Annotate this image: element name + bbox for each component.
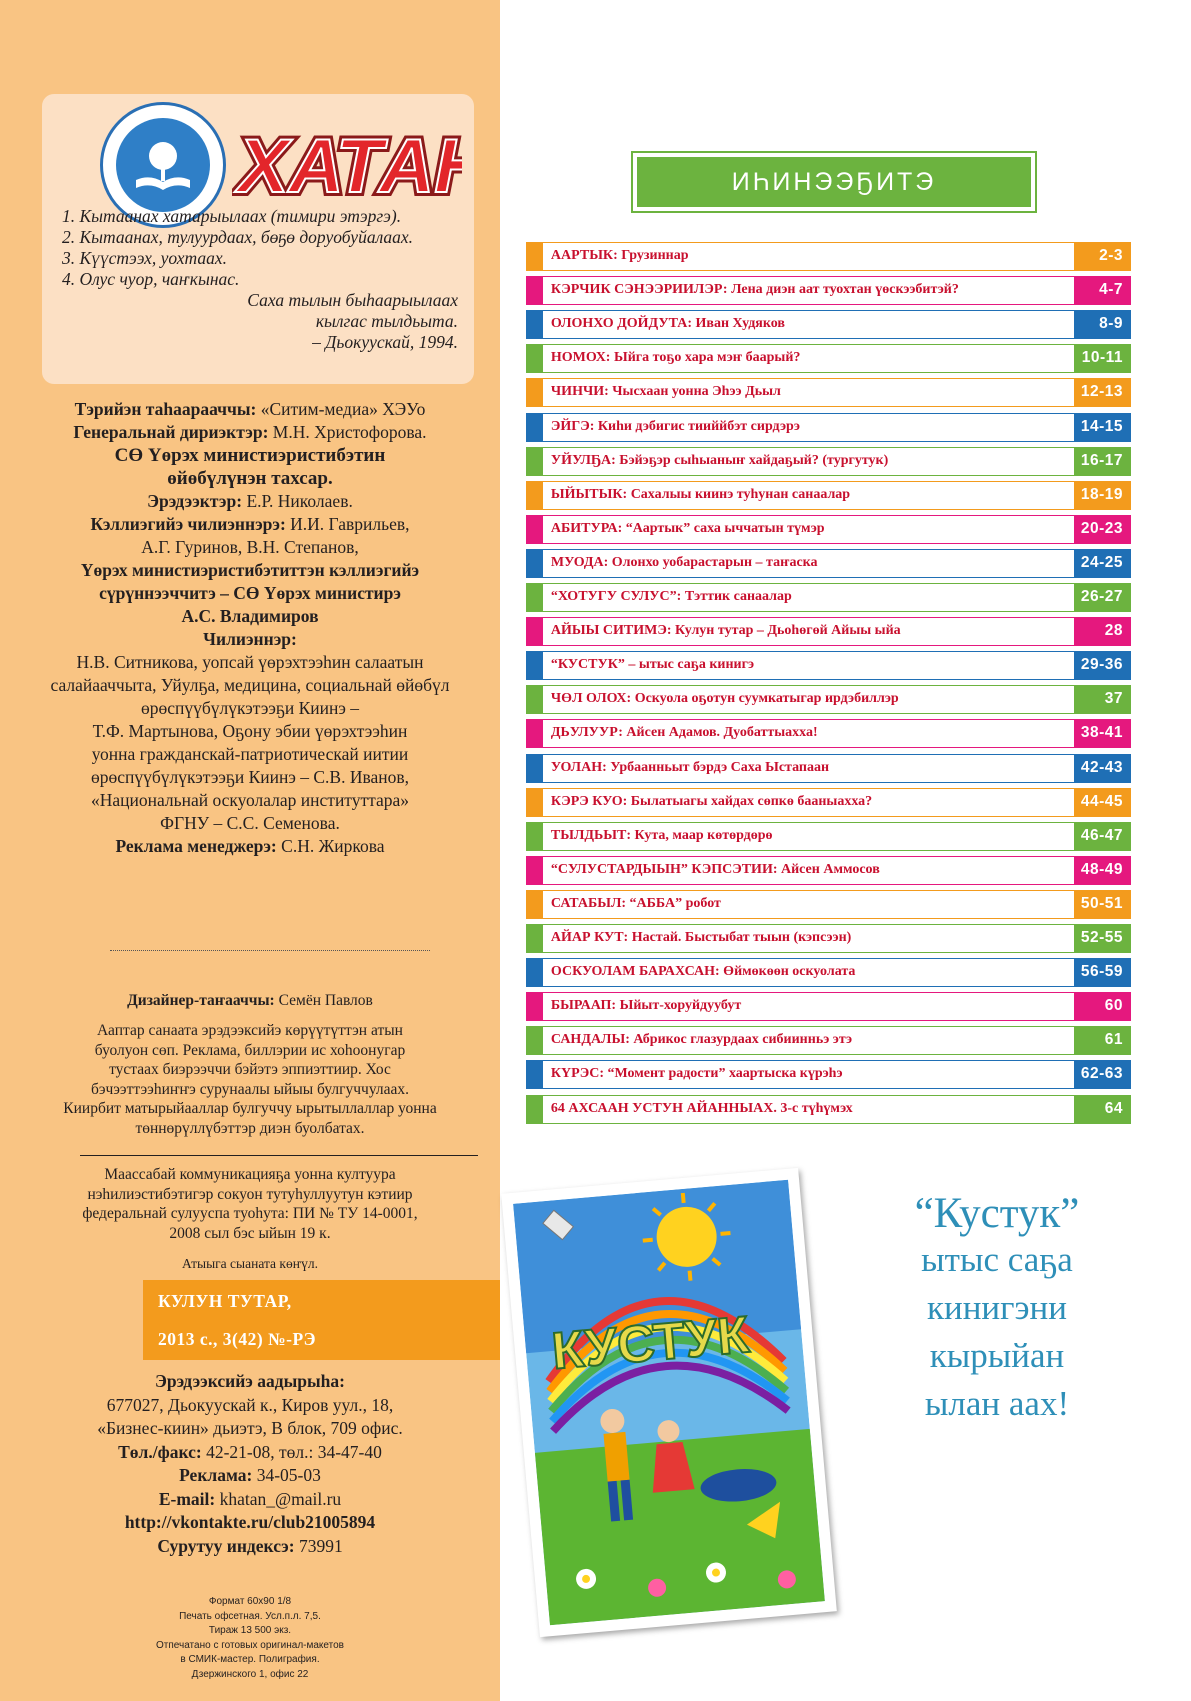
disclaimer-line: төннөрүллүбэттэр диэн буолбатах. bbox=[135, 1119, 365, 1137]
board-value: И.И. Гаврильев, bbox=[290, 514, 410, 534]
member-line: уонна гражданскай-патриотическай иитии bbox=[91, 744, 409, 764]
toc-entry-title: 64 АХСААН УСТУН АЙАННЫАХ. 3-с түһүмэх bbox=[543, 1095, 1074, 1124]
designer-label: Дизайнер-таҥааччы: bbox=[127, 992, 275, 1009]
registration-line: федеральнай сулууспа туоһута: ПИ № ТУ 14-0001, bbox=[82, 1205, 418, 1222]
dotted-divider bbox=[110, 950, 430, 951]
toc-heading-bar bbox=[633, 153, 1035, 211]
toc-color-tab bbox=[526, 992, 543, 1021]
vk-link[interactable]: http://vkontakte.ru/club21005894 bbox=[124, 1512, 376, 1532]
member-line: өрөспүүбүлүкэтээҕи Киинэ – С.В. Иванов, bbox=[90, 767, 410, 787]
member-line: Н.В. Ситникова, уопсай үөрэхтээһин салаатын bbox=[76, 652, 424, 672]
designer-value: Семён Павлов bbox=[278, 992, 373, 1009]
motto-source: – Дьокуускай, 1994. bbox=[312, 332, 458, 352]
toc-row[interactable] bbox=[526, 1095, 1131, 1124]
toc-entry-title: ОСКУОЛАМ БАРАХСАН: Өймөкөөн оскуолата bbox=[543, 958, 1074, 987]
registration-text bbox=[20, 1165, 480, 1243]
member-line: өрөспүүбүлүкэтээҕи Киинэ – bbox=[140, 698, 360, 718]
disclaimer-line: бэчээттээһиҥҥэ сурунаалы ыйыы булгуччулаах. bbox=[90, 1080, 410, 1098]
disclaimer-line: буолуон сөп. Реклама, биллэрии ис хоһоонугар bbox=[94, 1041, 406, 1059]
toc-color-tab bbox=[526, 447, 543, 476]
phone-label: Төл./факс: bbox=[118, 1441, 202, 1462]
toc-row[interactable] bbox=[526, 992, 1131, 1021]
toc-entry-title: ДЬУЛУУР: Айсен Адамов. Дуобаттыахха! bbox=[543, 719, 1074, 748]
promo-line: ытыс саҕа bbox=[921, 1240, 1073, 1279]
toc-entry-title: “СУЛУСТАРДЫЫН” КЭПСЭТИИ: Айсен Аммосов bbox=[543, 856, 1074, 885]
print-line: в СМИК-мастер. Полиграфия. bbox=[180, 1654, 320, 1665]
svg-text:ХАТАН: ХАТА bbox=[238, 124, 435, 209]
toc-entry-title: “КУСТУК” – ытыс саҕа кинигэ bbox=[543, 651, 1074, 680]
motto-item: 2. Кытаанах, тулуурдаах, бөҕө доруобуйалаах. bbox=[62, 227, 414, 247]
toc-row[interactable] bbox=[526, 276, 1131, 305]
index-value: 73991 bbox=[298, 1535, 343, 1556]
ads-phone-label: Реклама: bbox=[179, 1465, 253, 1485]
price-notice: Атыыга сыаната көҥүл. bbox=[182, 1256, 318, 1271]
imprint-block bbox=[20, 398, 480, 858]
chair-line: сүрүннээччитэ – СӨ Үөрэх министирэ bbox=[99, 583, 401, 603]
editor-value: Е.Р. Николаев. bbox=[246, 491, 353, 511]
address-label: Эрэдээксийэ аадырыһа: bbox=[155, 1371, 345, 1391]
toc-color-tab bbox=[526, 890, 543, 919]
promo-line: кырыйан bbox=[929, 1336, 1065, 1375]
address-line: «Бизнес-киин» дьиэтэ, В блок, 709 офис. bbox=[97, 1418, 403, 1438]
director-label: Генеральнай дириэктэр: bbox=[73, 422, 269, 442]
toc-row[interactable] bbox=[526, 447, 1131, 476]
toc-color-tab bbox=[526, 515, 543, 544]
toc-row[interactable] bbox=[526, 617, 1131, 646]
toc-entry-title: ЧИНЧИ: Чысхаан уонна Эһээ Дьыл bbox=[543, 378, 1074, 407]
toc-row[interactable] bbox=[526, 481, 1131, 510]
toc-row[interactable] bbox=[526, 344, 1131, 373]
toc-page-number: 2-3 bbox=[1074, 242, 1131, 271]
address-line: 677027, Дьокуускай к., Киров уул., 18, bbox=[106, 1394, 394, 1415]
registration-line: Маассабай коммуникацияҕа уонна култуура bbox=[104, 1166, 396, 1183]
member-line: «Национальнай оскуолалар институттара» bbox=[90, 790, 410, 810]
index-label: Сурутуу индексэ: bbox=[157, 1535, 295, 1556]
toc-color-tab bbox=[526, 242, 543, 271]
logo-panel bbox=[42, 94, 474, 384]
director-value: М.Н. Христофорова. bbox=[272, 422, 427, 442]
toc-page-number: 18-19 bbox=[1074, 481, 1131, 510]
promo-line: кинигэни bbox=[926, 1288, 1068, 1327]
print-line: Тираж 13 500 экз. bbox=[208, 1625, 292, 1636]
toc-row[interactable] bbox=[526, 583, 1131, 612]
member-line: ФГНУ – С.С. Семенова. bbox=[160, 813, 340, 833]
print-line: Дзержинского 1, офис 22 bbox=[191, 1668, 309, 1680]
founder-label: Тэрийэн таһаарааччы: bbox=[74, 399, 257, 419]
ministry-line: өйөбүлүнэн тахсар. bbox=[167, 468, 333, 489]
toc-page-number: 14-15 bbox=[1074, 413, 1131, 442]
toc-color-tab bbox=[526, 617, 543, 646]
toc-page-number: 62-63 bbox=[1074, 1060, 1131, 1089]
toc-entry-title: ЫЙЫТЫК: Сахалыы киинэ туһунан санаалар bbox=[543, 481, 1074, 510]
toc-color-tab bbox=[526, 344, 543, 373]
toc-entry-title: ОЛОНХО ДОЙДУТА: Иван Худяков bbox=[543, 310, 1074, 339]
toc-entry-title: ТЫЛДЬЫТ: Кута, маар көтөрдөрө bbox=[543, 822, 1074, 851]
founder-value: «Ситим-медиа» ХЭУо bbox=[260, 399, 426, 419]
print-line: Печать офсетная. Усл.п.л. 7,5. bbox=[179, 1610, 321, 1622]
toc-row[interactable] bbox=[526, 242, 1131, 271]
toc-color-tab bbox=[526, 310, 543, 339]
toc-row[interactable] bbox=[526, 413, 1131, 442]
print-line: Формат 60х90 1/8 bbox=[208, 1596, 292, 1607]
toc-page-number: 52-55 bbox=[1074, 924, 1131, 953]
designer-credit bbox=[20, 992, 480, 1010]
promo-line: ылан аах! bbox=[924, 1384, 1070, 1423]
toc-page-number: 29-36 bbox=[1074, 651, 1131, 680]
toc-color-tab bbox=[526, 549, 543, 578]
toc-row[interactable] bbox=[526, 924, 1131, 953]
toc-page-number: 4-7 bbox=[1074, 276, 1131, 305]
toc-entry-title: КЭРЧИК СЭНЭЭРИИЛЭР: Лена диэн аат туохтан үөскээбитэй? bbox=[543, 276, 1074, 305]
board-label: Кэллиэгийэ чилиэннэрэ: bbox=[90, 514, 286, 534]
toc-page-number: 46-47 bbox=[1074, 822, 1131, 851]
toc-row[interactable] bbox=[526, 549, 1131, 578]
toc-row[interactable] bbox=[526, 856, 1131, 885]
toc-color-tab bbox=[526, 378, 543, 407]
toc-entry-title: ЭЙГЭ: Киһи дэбигис тииййбэт сирдэрэ bbox=[543, 413, 1074, 442]
ads-manager-value: С.Н. Жиркова bbox=[281, 836, 385, 856]
disclaimer-line: тустаах биэрээччи бэйэтэ эппиэттиир. Хос bbox=[109, 1061, 391, 1078]
issue-month: КУЛУН ТУТАР, bbox=[158, 1291, 292, 1311]
toc-title: ИҺИНЭЭҔИТЭ bbox=[731, 167, 937, 196]
toc-page-number: 56-59 bbox=[1074, 958, 1131, 987]
toc-page-number: 64 bbox=[1074, 1095, 1131, 1124]
toc-color-tab bbox=[526, 583, 543, 612]
toc-entry-title: БЫРААП: Ыйыт-хоруйдуубут bbox=[543, 992, 1074, 1021]
registration-line: 2008 сыл бэс ыйын 19 к. bbox=[169, 1224, 331, 1242]
toc-page-number: 8-9 bbox=[1074, 310, 1131, 339]
toc-row[interactable] bbox=[526, 719, 1131, 748]
toc-page-number: 28 bbox=[1074, 617, 1131, 646]
toc-color-tab bbox=[526, 651, 543, 680]
toc-page-number: 24-25 bbox=[1074, 549, 1131, 578]
toc-color-tab bbox=[526, 413, 543, 442]
toc-row[interactable] bbox=[526, 685, 1131, 714]
editor-label: Эрэдээктэр: bbox=[147, 491, 243, 511]
motto-item: 1. Кытаанах хатарыылаах (тимири этэргэ). bbox=[62, 206, 402, 226]
toc-row[interactable] bbox=[526, 958, 1131, 987]
toc-page-number: 26-27 bbox=[1074, 583, 1131, 612]
toc-row[interactable] bbox=[526, 822, 1131, 851]
toc-page-number: 16-17 bbox=[1074, 447, 1131, 476]
disclaimer-line: Киирбит матырыйааллар булгуччу ырытыллаллар уонна bbox=[63, 1100, 437, 1117]
toc-entry-title: ЧӨЛ ОЛОХ: Оскуола оҕотун суумкатыгар ирдэбиллэр bbox=[543, 685, 1074, 714]
divider bbox=[80, 1155, 478, 1156]
toc-color-tab bbox=[526, 822, 543, 851]
email-label: E-mail: bbox=[158, 1488, 216, 1509]
motto-source: Саха тылын быһаарыылаах bbox=[247, 290, 458, 310]
toc-page-number: 50-51 bbox=[1074, 890, 1131, 919]
toc-page-number: 10-11 bbox=[1074, 344, 1131, 373]
motto-item: 4. Олус чуор, чаҥкынас. bbox=[62, 269, 240, 289]
toc-row[interactable] bbox=[526, 515, 1131, 544]
registration-line: нэһилиэстибэтигэр сокуон тутуһуллуутун кэтиир bbox=[87, 1185, 413, 1203]
toc-page-number: 48-49 bbox=[1074, 856, 1131, 885]
toc-row[interactable] bbox=[526, 1060, 1131, 1089]
toc-page-number: 20-23 bbox=[1074, 515, 1131, 544]
toc-color-tab bbox=[526, 924, 543, 953]
toc-entry-title: ААРТЫК: Грузиннар bbox=[543, 242, 1074, 271]
motto-item: 3. Күүстээх, уохтаах. bbox=[62, 248, 228, 268]
toc-color-tab bbox=[526, 856, 543, 885]
toc-page-number: 38-41 bbox=[1074, 719, 1131, 748]
kustuk-promo bbox=[862, 1190, 1132, 1428]
child-drawing-illustration bbox=[513, 1180, 825, 1625]
toc-color-tab bbox=[526, 719, 543, 748]
svg-text:ХАТАН: ХАТА bbox=[238, 124, 435, 209]
toc-page-number: 12-13 bbox=[1074, 378, 1131, 407]
member-line: Т.Ф. Мартынова, Оҕону эбии үөрэхтээһин bbox=[92, 721, 408, 741]
contacts-block bbox=[20, 1370, 480, 1558]
email-link[interactable]: khatan_@mail.ru bbox=[219, 1488, 342, 1509]
drawing-word: КУСТУК bbox=[549, 1305, 752, 1381]
toc-row[interactable] bbox=[526, 378, 1131, 407]
toc-row[interactable] bbox=[526, 1026, 1131, 1055]
drawing-card bbox=[501, 1168, 837, 1637]
toc-page-number: 44-45 bbox=[1074, 788, 1131, 817]
toc-page-number: 37 bbox=[1074, 685, 1131, 714]
chair-name: А.С. Владимиров bbox=[181, 606, 319, 626]
toc-entry-title: КҮРЭС: “Момент радости” хаартыска күрэһэ bbox=[543, 1060, 1074, 1089]
toc-row[interactable] bbox=[526, 310, 1131, 339]
toc-entry-title: АЙЫЫ СИТИМЭ: Кулун тутар – Дьоһөгөй Айыы ыйа bbox=[543, 617, 1074, 646]
toc-page-number: 60 bbox=[1074, 992, 1131, 1021]
toc-row[interactable] bbox=[526, 754, 1131, 783]
toc-entry-title: МУОДА: Олонхо уобарастарын – таҥаска bbox=[543, 549, 1074, 578]
left-sidebar bbox=[0, 0, 500, 1701]
disclaimer-text bbox=[20, 1021, 480, 1138]
toc-entry-title: САНДАЛЫ: Абрикос глазурдаах сибиинньэ этэ bbox=[543, 1026, 1074, 1055]
toc-entry-title: НОМОХ: Ыйга тоҕо хара мэҥ баарый? bbox=[543, 344, 1074, 373]
kustuk-drawing bbox=[501, 1168, 837, 1637]
toc-entry-title: САТАБЫЛ: “АББА” робот bbox=[543, 890, 1074, 919]
promo-title: “Кустук” bbox=[914, 1190, 1080, 1237]
ministry-line: СӨ Үөрэх министиэристибэтин bbox=[114, 445, 386, 466]
toc-color-tab bbox=[526, 685, 543, 714]
member-line: салайааччыта, Уйулҕа, медицина, социальнай өйөбүл bbox=[50, 675, 450, 695]
toc-color-tab bbox=[526, 1095, 543, 1124]
toc-color-tab bbox=[526, 481, 543, 510]
toc-color-tab bbox=[526, 754, 543, 783]
toc-color-tab bbox=[526, 1060, 543, 1089]
toc-heading-box bbox=[631, 151, 1037, 213]
toc-row[interactable] bbox=[526, 651, 1131, 680]
toc-color-tab bbox=[526, 788, 543, 817]
issue-number: 2013 с., 3(42) №-РЭ bbox=[158, 1329, 317, 1349]
toc-page-number: 61 bbox=[1074, 1026, 1131, 1055]
toc-page-number: 42-43 bbox=[1074, 754, 1131, 783]
toc-entry-title: АЙАР КУТ: Настай. Быстыбат тыын (кэпсээн) bbox=[543, 924, 1074, 953]
toc-entry-title: УОЛАН: Урбаанньыт бэрдэ Саха Ыстапаан bbox=[543, 754, 1074, 783]
chair-line: Үөрэх министиэристибэтиттэн кэллиэгийэ bbox=[80, 560, 420, 580]
toc-color-tab bbox=[526, 1026, 543, 1055]
members-label: Чилиэннэр: bbox=[203, 629, 297, 649]
disclaimer-line: Ааптар санаата эрэдээксийэ көрүүтүттэн атын bbox=[97, 1022, 403, 1039]
ads-manager-label: Реклама менеджерэ: bbox=[115, 836, 277, 856]
issue-info-box bbox=[143, 1280, 500, 1360]
toc-entry-title: “ХОТУГУ СУЛУС”: Тэттик санаалар bbox=[543, 583, 1074, 612]
motto-source: кылгас тылдьыта. bbox=[315, 311, 458, 331]
print-line: Отпечатано с готовых оригинал-макетов bbox=[156, 1639, 344, 1651]
toc-entry-title: КЭРЭ КУО: Былатыагы хайдах сөпкө бааныахха? bbox=[543, 788, 1074, 817]
book-tree-icon bbox=[116, 118, 210, 212]
toc-entry-title: АБИТУРА: “Аартык” саха ыччатын түмэр bbox=[543, 515, 1074, 544]
print-info bbox=[20, 1595, 480, 1682]
toc-color-tab bbox=[526, 276, 543, 305]
toc-row[interactable] bbox=[526, 788, 1131, 817]
toc-color-tab bbox=[526, 958, 543, 987]
phone-value: 42-21-08, төл.: 34-47-40 bbox=[206, 1441, 382, 1462]
motto-definition bbox=[62, 206, 462, 353]
ads-phone-value: 34-05-03 bbox=[256, 1465, 321, 1485]
board-value: А.Г. Гуринов, В.Н. Степанов, bbox=[141, 537, 359, 557]
toc-entry-title: УЙУЛҔА: Бэйэҕэр сыһыаныҥ хайдаҕый? (тургутук) bbox=[543, 447, 1074, 476]
toc-row[interactable] bbox=[526, 890, 1131, 919]
